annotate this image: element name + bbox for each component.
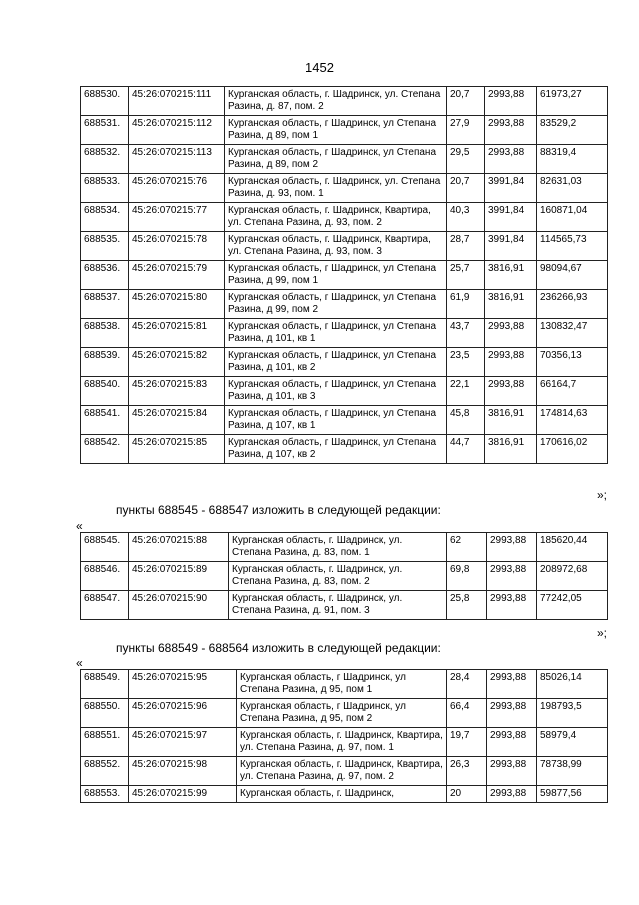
cadastral-number-cell: 45:26:070215:81	[129, 319, 225, 348]
area-cell: 28,7	[447, 232, 485, 261]
row-number-cell: 688553.	[81, 786, 129, 803]
table-row	[81, 203, 608, 232]
closing-quote-1: »;	[596, 488, 607, 502]
row-number-cell: 688532.	[81, 145, 129, 174]
table-row	[81, 591, 608, 620]
value-cell: 82631,03	[537, 174, 608, 203]
cadastral-number-cell: 45:26:070215:78	[129, 232, 225, 261]
address-cell: Курганская область, г. Шадринск, Квартира, ул. Степана Разина, д. 97, пом. 2	[237, 757, 447, 786]
value-cell: 98094,67	[537, 261, 608, 290]
price-cell: 3991,84	[485, 232, 537, 261]
closing-quote-2: »;	[596, 626, 607, 640]
area-cell: 69,8	[447, 562, 487, 591]
cadastral-number-cell: 45:26:070215:97	[129, 728, 237, 757]
value-cell: 160871,04	[537, 203, 608, 232]
address-cell: Курганская область, г. Шадринск,	[237, 786, 447, 803]
row-number-cell: 688552.	[81, 757, 129, 786]
table-row	[81, 757, 608, 786]
value-cell: 185620,44	[537, 533, 608, 562]
value-cell: 66164,7	[537, 377, 608, 406]
address-cell: Курганская область, г. Шадринск, Квартира, ул. Степана Разина, д. 93, пом. 3	[225, 232, 447, 261]
value-cell: 208972,68	[537, 562, 608, 591]
area-cell: 66,4	[447, 699, 487, 728]
area-cell: 20,7	[447, 174, 485, 203]
price-cell: 2993,88	[487, 699, 537, 728]
table-row	[81, 348, 608, 377]
table-row	[81, 319, 608, 348]
row-number-cell: 688537.	[81, 290, 129, 319]
value-cell: 114565,73	[537, 232, 608, 261]
price-cell: 2993,88	[487, 670, 537, 699]
table-row	[81, 261, 608, 290]
cadastral-number-cell: 45:26:070215:79	[129, 261, 225, 290]
row-number-cell: 688549.	[81, 670, 129, 699]
price-cell: 3816,91	[485, 406, 537, 435]
area-cell: 20,7	[447, 87, 485, 116]
cadastral-number-cell: 45:26:070215:80	[129, 290, 225, 319]
price-cell: 2993,88	[487, 728, 537, 757]
cadastral-number-cell: 45:26:070215:89	[129, 562, 229, 591]
cadastral-number-cell: 45:26:070215:83	[129, 377, 225, 406]
area-cell: 27,9	[447, 116, 485, 145]
table-row	[81, 145, 608, 174]
address-cell: Курганская область, г Шадринск, ул Степана Разина, д 107, кв 2	[225, 435, 447, 464]
parcels-table-1	[80, 86, 608, 464]
row-number-cell: 688538.	[81, 319, 129, 348]
parcels-table-3	[80, 669, 608, 803]
price-cell: 3816,91	[485, 435, 537, 464]
price-cell: 2993,88	[485, 348, 537, 377]
table-row	[81, 699, 608, 728]
address-cell: Курганская область, г. Шадринск, ул. Степана Разина, д. 83, пом. 2	[229, 562, 447, 591]
price-cell: 2993,88	[485, 377, 537, 406]
table-row	[81, 87, 608, 116]
row-number-cell: 688550.	[81, 699, 129, 728]
value-cell: 58979,4	[537, 728, 608, 757]
row-number-cell: 688546.	[81, 562, 129, 591]
address-cell: Курганская область, г Шадринск, ул Степана Разина, д 101, кв 1	[225, 319, 447, 348]
address-cell: Курганская область, г. Шадринск, ул. Степана Разина, д. 91, пом. 3	[229, 591, 447, 620]
table-row	[81, 435, 608, 464]
price-cell: 3991,84	[485, 203, 537, 232]
area-cell: 28,4	[447, 670, 487, 699]
value-cell: 198793,5	[537, 699, 608, 728]
area-cell: 22,1	[447, 377, 485, 406]
row-number-cell: 688534.	[81, 203, 129, 232]
value-cell: 78738,99	[537, 757, 608, 786]
area-cell: 29,5	[447, 145, 485, 174]
price-cell: 2993,88	[485, 145, 537, 174]
parcels-table-2	[80, 532, 608, 620]
row-number-cell: 688531.	[81, 116, 129, 145]
table-row	[81, 290, 608, 319]
opening-quote-2: «	[76, 656, 83, 670]
row-number-cell: 688536.	[81, 261, 129, 290]
cadastral-number-cell: 45:26:070215:99	[129, 786, 237, 803]
address-cell: Курганская область, г. Шадринск, ул. Степана Разина, д. 93, пом. 1	[225, 174, 447, 203]
area-cell: 26,3	[447, 757, 487, 786]
row-number-cell: 688547.	[81, 591, 129, 620]
row-number-cell: 688541.	[81, 406, 129, 435]
price-cell: 2993,88	[485, 87, 537, 116]
cadastral-number-cell: 45:26:070215:90	[129, 591, 229, 620]
row-number-cell: 688533.	[81, 174, 129, 203]
row-number-cell: 688530.	[81, 87, 129, 116]
address-cell: Курганская область, г Шадринск, ул Степана Разина, д 101, кв 3	[225, 377, 447, 406]
area-cell: 20	[447, 786, 487, 803]
row-number-cell: 688542.	[81, 435, 129, 464]
page-number: 1452	[305, 60, 334, 75]
price-cell: 2993,88	[487, 533, 537, 562]
area-cell: 62	[447, 533, 487, 562]
address-cell: Курганская область, г Шадринск, ул Степана Разина, д 99, пом 1	[225, 261, 447, 290]
address-cell: Курганская область, г. Шадринск, Квартира, ул. Степана Разина, д. 97, пом. 1	[237, 728, 447, 757]
area-cell: 44,7	[447, 435, 485, 464]
value-cell: 130832,47	[537, 319, 608, 348]
value-cell: 83529,2	[537, 116, 608, 145]
address-cell: Курганская область, г Шадринск, ул Степана Разина, д 89, пом 1	[225, 116, 447, 145]
area-cell: 45,8	[447, 406, 485, 435]
address-cell: Курганская область, г Шадринск, ул Степана Разина, д 95, пом 2	[237, 699, 447, 728]
value-cell: 61973,27	[537, 87, 608, 116]
price-cell: 2993,88	[487, 591, 537, 620]
table-row	[81, 116, 608, 145]
price-cell: 2993,88	[487, 562, 537, 591]
row-number-cell: 688539.	[81, 348, 129, 377]
table-row	[81, 232, 608, 261]
value-cell: 70356,13	[537, 348, 608, 377]
value-cell: 77242,05	[537, 591, 608, 620]
area-cell: 25,8	[447, 591, 487, 620]
price-cell: 3816,91	[485, 290, 537, 319]
price-cell: 2993,88	[487, 786, 537, 803]
value-cell: 59877,56	[537, 786, 608, 803]
area-cell: 19,7	[447, 728, 487, 757]
cadastral-number-cell: 45:26:070215:111	[129, 87, 225, 116]
area-cell: 43,7	[447, 319, 485, 348]
table-row	[81, 174, 608, 203]
amendment-instruction-2: пункты 688549 - 688564 изложить в следующей редакции:	[116, 641, 441, 655]
value-cell: 88319,4	[537, 145, 608, 174]
address-cell: Курганская область, г. Шадринск, ул. Степана Разина, д. 83, пом. 1	[229, 533, 447, 562]
cadastral-number-cell: 45:26:070215:96	[129, 699, 237, 728]
cadastral-number-cell: 45:26:070215:76	[129, 174, 225, 203]
cadastral-number-cell: 45:26:070215:112	[129, 116, 225, 145]
price-cell: 3991,84	[485, 174, 537, 203]
opening-quote-1: «	[76, 519, 83, 533]
cadastral-number-cell: 45:26:070215:98	[129, 757, 237, 786]
value-cell: 85026,14	[537, 670, 608, 699]
table-row	[81, 670, 608, 699]
cadastral-number-cell: 45:26:070215:82	[129, 348, 225, 377]
cadastral-number-cell: 45:26:070215:113	[129, 145, 225, 174]
table-row	[81, 562, 608, 591]
address-cell: Курганская область, г Шадринск, ул Степана Разина, д 101, кв 2	[225, 348, 447, 377]
cadastral-number-cell: 45:26:070215:95	[129, 670, 237, 699]
table-row	[81, 377, 608, 406]
cadastral-number-cell: 45:26:070215:88	[129, 533, 229, 562]
address-cell: Курганская область, г. Шадринск, ул. Степана Разина, д. 87, пом. 2	[225, 87, 447, 116]
price-cell: 2993,88	[485, 116, 537, 145]
cadastral-number-cell: 45:26:070215:77	[129, 203, 225, 232]
address-cell: Курганская область, г Шадринск, ул Степана Разина, д 95, пом 1	[237, 670, 447, 699]
price-cell: 2993,88	[485, 319, 537, 348]
area-cell: 40,3	[447, 203, 485, 232]
area-cell: 25,7	[447, 261, 485, 290]
value-cell: 170616,02	[537, 435, 608, 464]
value-cell: 236266,93	[537, 290, 608, 319]
cadastral-number-cell: 45:26:070215:85	[129, 435, 225, 464]
cadastral-number-cell: 45:26:070215:84	[129, 406, 225, 435]
row-number-cell: 688535.	[81, 232, 129, 261]
row-number-cell: 688551.	[81, 728, 129, 757]
address-cell: Курганская область, г Шадринск, ул Степана Разина, д 107, кв 1	[225, 406, 447, 435]
area-cell: 23,5	[447, 348, 485, 377]
address-cell: Курганская область, г Шадринск, ул Степана Разина, д 99, пом 2	[225, 290, 447, 319]
amendment-instruction-1: пункты 688545 - 688547 изложить в следующей редакции:	[116, 503, 441, 517]
table-row	[81, 786, 608, 803]
price-cell: 3816,91	[485, 261, 537, 290]
address-cell: Курганская область, г. Шадринск, Квартира, ул. Степана Разина, д. 93, пом. 2	[225, 203, 447, 232]
table-row	[81, 533, 608, 562]
table-row	[81, 728, 608, 757]
row-number-cell: 688545.	[81, 533, 129, 562]
row-number-cell: 688540.	[81, 377, 129, 406]
area-cell: 61,9	[447, 290, 485, 319]
price-cell: 2993,88	[487, 757, 537, 786]
address-cell: Курганская область, г Шадринск, ул Степана Разина, д 89, пом 2	[225, 145, 447, 174]
table-row	[81, 406, 608, 435]
value-cell: 174814,63	[537, 406, 608, 435]
